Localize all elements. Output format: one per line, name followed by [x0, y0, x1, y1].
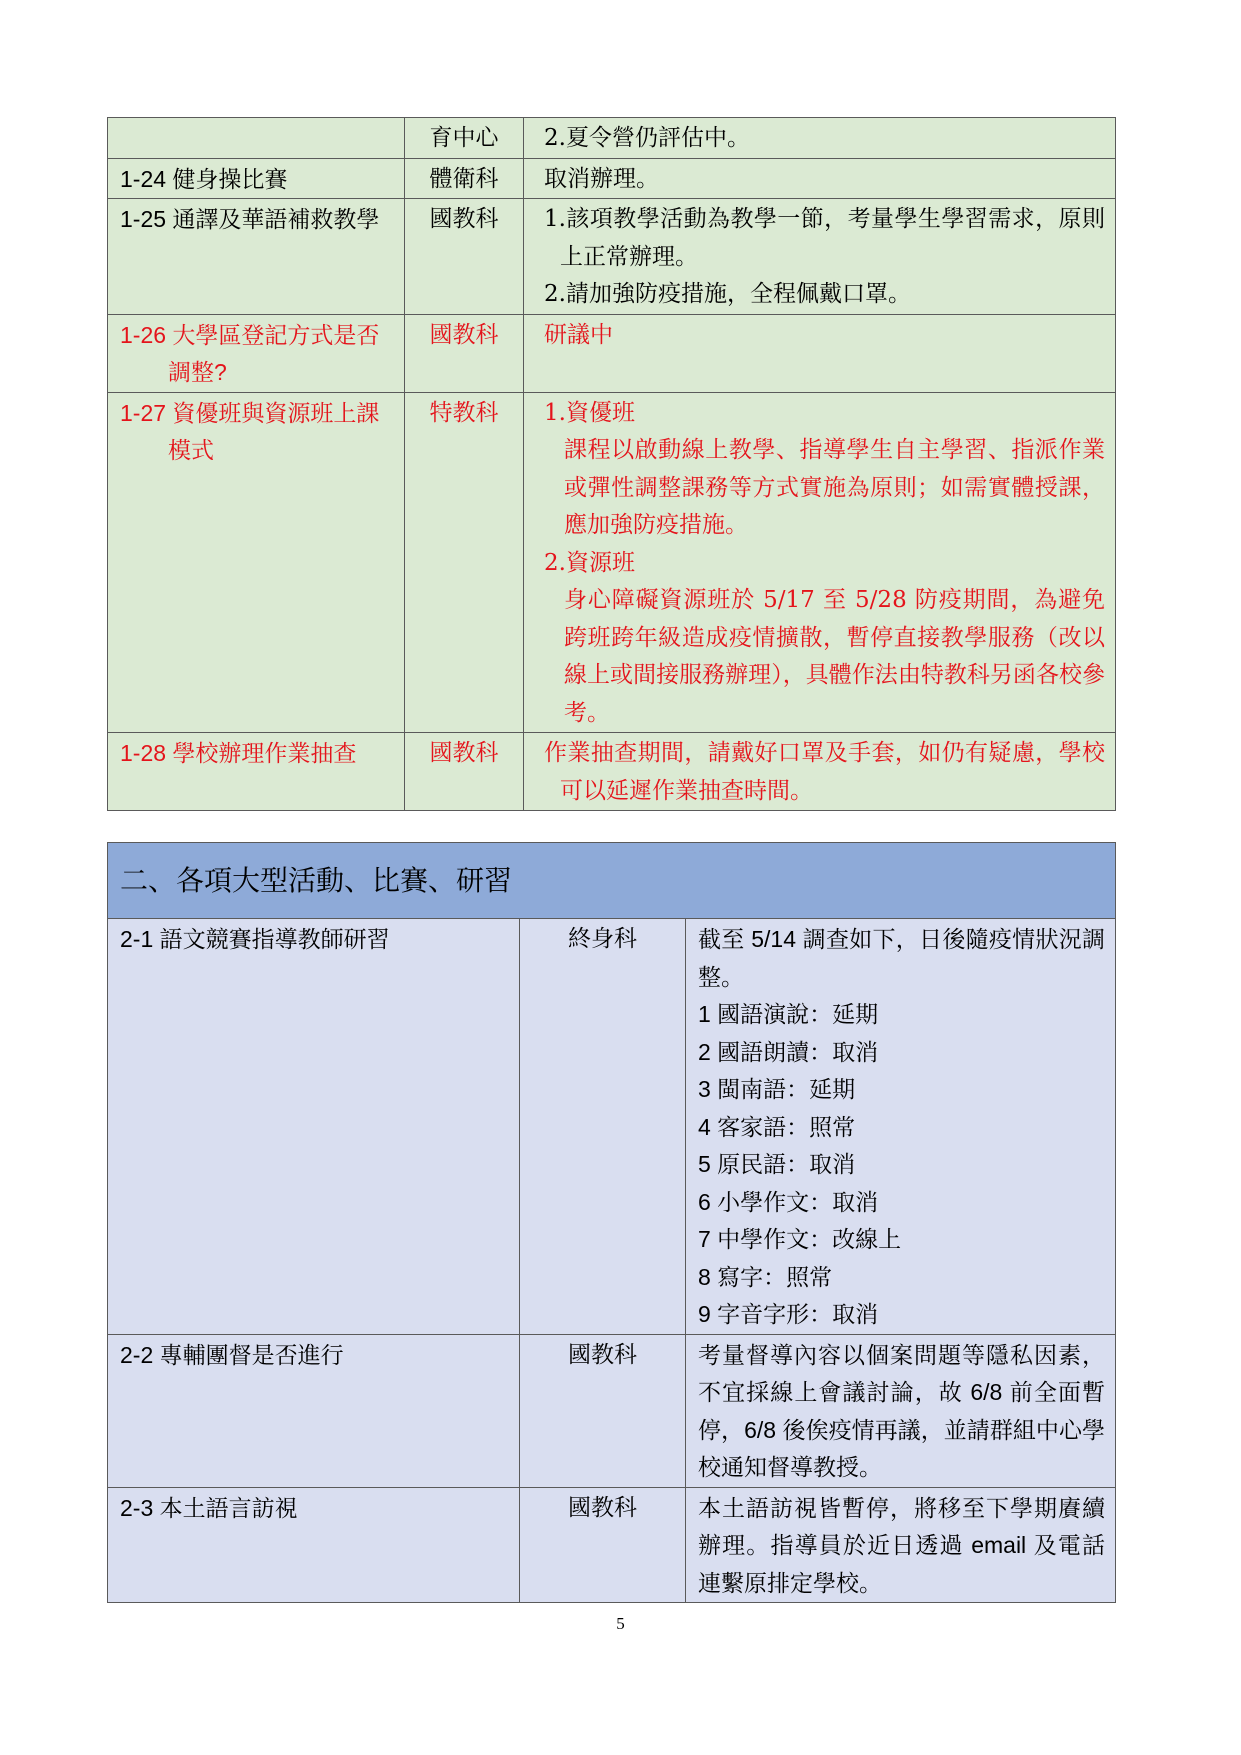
response-cell	[686, 1334, 1116, 1487]
item-label: 1-25 通譯及華語補救教學	[120, 206, 380, 232]
dept-cell: 國教科	[405, 733, 524, 811]
item-cell: 2-1 語文競賽指導教師研習	[108, 919, 520, 1335]
response-line: 2.請加強防疫措施，全程佩戴口罩。	[544, 281, 911, 307]
response-line: 9 字音字形：取消	[698, 1301, 879, 1327]
item-cell: 1-24 健身操比賽	[108, 158, 405, 199]
dept-cell: 國教科	[520, 1487, 686, 1603]
item-label: 1-26 大學區登記方式是否調整?	[120, 321, 380, 385]
response-line: 本土語訪視皆暫停，將移至下學期賡續辦理。指導員於近日透過 email 及電話連繫原排定學校。	[698, 1494, 1106, 1596]
response-line: 研議中	[544, 321, 613, 348]
response-line: 3 閩南語：延期	[698, 1076, 856, 1102]
response-line: 4 客家語：照常	[698, 1113, 856, 1140]
item-cell	[108, 392, 405, 733]
response-cell	[686, 1487, 1116, 1603]
table-row	[108, 158, 1116, 199]
response-line: 1.資優班	[544, 399, 635, 426]
dept-cell: 國教科	[405, 199, 524, 315]
item-cell	[108, 199, 405, 315]
response-line: 1.該項教學活動為教學一節，考量學生學習需求，原則上正常辦理。	[544, 206, 1105, 270]
response-line: 7 中學作文：改線上	[698, 1226, 902, 1252]
response-cell	[524, 118, 1116, 159]
response-line: 作業抽查期間，請戴好口罩及手套，如仍有疑慮，學校可以延遲作業抽查時間。	[544, 740, 1105, 804]
item-cell: 1-28 學校辦理作業抽查	[108, 733, 405, 811]
response-line: 考量督導內容以個案問題等隱私因素，不宜採線上會議討論，故 6/8 前全面暫停，6/8 後俟疫情再議，並請群組中心學校通知督導教授。	[698, 1341, 1106, 1480]
task-table-2	[107, 842, 1116, 1603]
response-cell	[524, 733, 1116, 811]
item-cell: 2-3 本土語言訪視	[108, 1487, 520, 1603]
response-cell	[524, 314, 1116, 392]
section-heading: 二、各項大型活動、比賽、研習	[108, 843, 1116, 919]
table-row	[108, 392, 1116, 733]
table-row	[108, 1487, 1116, 1603]
table-row	[108, 733, 1116, 811]
dept-cell: 國教科	[405, 314, 524, 392]
table-row	[108, 118, 1116, 159]
response-line: 8 寫字：照常	[698, 1263, 833, 1290]
table-row	[108, 919, 1116, 1335]
page-number: 5	[616, 1614, 625, 1633]
response-cell	[524, 158, 1116, 199]
item-cell: 2-2 專輔團督是否進行	[108, 1334, 520, 1487]
response-line: 2 國語朗讀：取消	[698, 1038, 879, 1065]
response-line: 截至 5/14 調查如下，日後隨疫情狀況調整。	[698, 926, 1106, 990]
response-line: 6 小學作文：取消	[698, 1188, 879, 1215]
response-cell	[524, 392, 1116, 733]
response-line: 1 國語演說：延期	[698, 1001, 879, 1027]
table-row	[108, 314, 1116, 392]
item-cell	[108, 118, 405, 159]
response-cell	[524, 199, 1116, 315]
table-row	[108, 199, 1116, 315]
dept-cell: 育中心	[405, 118, 524, 159]
response-line: 取消辦理。	[544, 165, 659, 192]
dept-cell: 體衛科	[405, 158, 524, 199]
response-cell	[686, 919, 1116, 1335]
response-line: 課程以啟動線上教學、指導學生自主學習、指派作業或彈性調整課務等方式實施為原則；如需實體授課，應加強防疫措施。	[564, 437, 1105, 538]
item-cell	[108, 314, 405, 392]
item-label: 1-27 資優班與資源班上課模式	[120, 399, 380, 463]
dept-cell: 國教科	[520, 1334, 686, 1487]
response-line: 2.夏令營仍評估中。	[544, 125, 750, 151]
dept-cell: 終身科	[520, 919, 686, 1335]
response-line: 2.資源班	[544, 549, 635, 576]
dept-cell: 特教科	[405, 392, 524, 733]
response-line: 5 原民語：取消	[698, 1151, 856, 1177]
section-heading-row	[108, 843, 1116, 919]
task-table-1	[107, 117, 1116, 811]
table-row	[108, 1334, 1116, 1487]
response-line: 身心障礙資源班於 5/17 至 5/28 防疫期間，為避免跨班跨年級造成疫情擴散，暫停直接教學服務（改以線上或間接服務辦理），具體作法由特教科另函各校參考。	[564, 587, 1105, 726]
